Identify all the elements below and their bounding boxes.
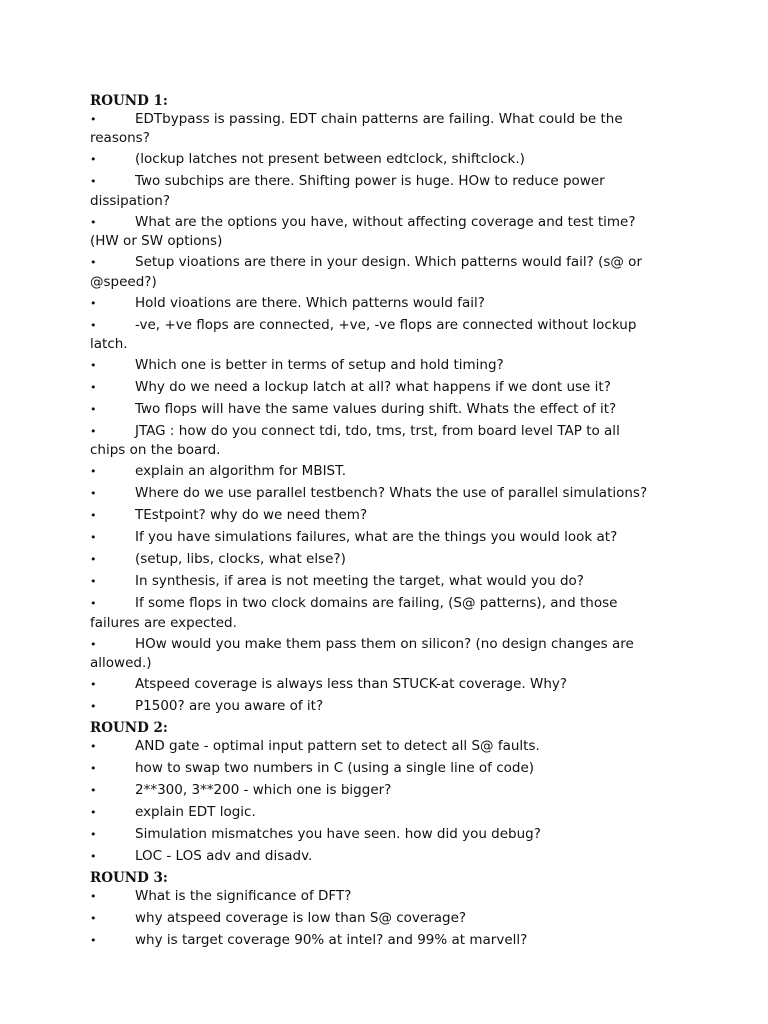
list-item-text: If you have simulations failures, what are the things you would look at?: [135, 529, 618, 546]
list-item: [90, 737, 650, 756]
list-item-text: Two flops will have the same values during shift. Whats the effect of it?: [135, 401, 617, 418]
list-item-text: explain an algorithm for MBIST.: [135, 463, 347, 480]
bullet-icon: •: [90, 912, 97, 926]
bullet-icon: •: [90, 934, 97, 948]
bullet-icon: •: [90, 381, 97, 395]
list-item: [90, 462, 650, 481]
list-item-text: why is target coverage 90% at intel? and 99% at marvell?: [135, 932, 528, 949]
list-item-text: Why do we need a lockup latch at all? what happens if we dont use it?: [135, 379, 611, 396]
bullet-icon: •: [90, 465, 97, 479]
list-item: [90, 675, 650, 694]
list-item-text: Which one is better in terms of setup and hold timing?: [135, 357, 504, 374]
list-item: [90, 759, 650, 778]
bullet-icon: •: [90, 806, 97, 820]
list-item: [90, 484, 650, 503]
list-item: [90, 781, 650, 800]
list-item: [90, 356, 650, 375]
section-heading: ROUND 2:: [90, 720, 168, 737]
bullet-icon: •: [90, 403, 97, 417]
bullet-icon: •: [90, 678, 97, 692]
list-item: [90, 422, 650, 460]
list-item: [90, 931, 650, 950]
list-item: [90, 150, 650, 169]
list-item: [90, 697, 650, 716]
list-item-text: how to swap two numbers in C (using a single line of code): [135, 760, 535, 777]
bullet-icon: •: [90, 153, 97, 167]
bullet-icon: •: [90, 890, 97, 904]
list-item-text: In synthesis, if area is not meeting the target, what would you do?: [135, 573, 584, 590]
bullet-icon: •: [90, 575, 97, 589]
section-heading: ROUND 3:: [90, 870, 168, 887]
list-item-text: Where do we use parallel testbench? Whats the use of parallel simulations?: [135, 485, 648, 502]
list-item-text: HOw would you make them pass them on silicon? (no design changes are allowed.): [90, 635, 634, 672]
bullet-icon: •: [90, 850, 97, 864]
list-item: [90, 550, 650, 569]
list-item-text: -ve, +ve flops are connected, +ve, -ve flops are connected without lockup latch.: [90, 316, 637, 353]
bullet-icon: •: [90, 318, 97, 332]
list-item: [90, 378, 650, 397]
list-item: [90, 803, 650, 822]
bullet-icon: •: [90, 784, 97, 798]
list-item: [90, 887, 650, 906]
bullet-icon: •: [90, 700, 97, 714]
list-item: [90, 847, 650, 866]
bullet-icon: •: [90, 296, 97, 310]
section-round-3: [90, 869, 650, 950]
bullet-icon: •: [90, 553, 97, 567]
bullet-icon: •: [90, 828, 97, 842]
list-item-text: Simulation mismatches you have seen. how did you debug?: [135, 826, 541, 843]
list-item-text: Hold vioations are there. Which patterns would fail?: [135, 294, 485, 311]
list-item-text: Atspeed coverage is always less than STUCK-at coverage. Why?: [135, 676, 568, 693]
section-heading: ROUND 1:: [90, 93, 168, 109]
list-item: [90, 253, 650, 291]
list-item: [90, 506, 650, 525]
list-item: [90, 909, 650, 928]
list-item-text: EDTbypass is passing. EDT chain patterns are failing. What could be the reasons?: [90, 111, 623, 147]
list-item-text: explain EDT logic.: [135, 804, 256, 821]
bullet-icon: •: [90, 740, 97, 754]
list-item: [90, 172, 650, 210]
list-item-text: (setup, libs, clocks, what else?): [135, 551, 346, 568]
bullet-icon: •: [90, 425, 97, 439]
bullet-icon: •: [90, 531, 97, 545]
list-item: [90, 213, 650, 251]
document-body: [90, 92, 650, 953]
list-item: [90, 528, 650, 547]
bullet-icon: •: [90, 762, 97, 776]
bullet-icon: •: [90, 215, 97, 229]
bullet-icon: •: [90, 113, 97, 126]
list-item-text: JTAG : how do you connect tdi, tdo, tms, trst, from board level TAP to all chips on the board.: [90, 423, 620, 459]
list-item: [90, 825, 650, 844]
list-item-text: P1500? are you aware of it?: [135, 698, 324, 715]
bullet-icon: •: [90, 256, 97, 270]
bullet-icon: •: [90, 359, 97, 373]
list-item-text: AND gate - optimal input pattern set to detect all S@ faults.: [135, 738, 540, 755]
list-item: [90, 572, 650, 591]
section-round-2: [90, 719, 650, 866]
list-item-text: TEstpoint? why do we need them?: [135, 507, 368, 524]
list-item: [90, 316, 650, 354]
bullet-icon: •: [90, 175, 97, 189]
list-item: [90, 400, 650, 419]
list-item: [90, 110, 650, 148]
bullet-icon: •: [90, 509, 97, 523]
bullet-icon: •: [90, 597, 97, 611]
list-item: [90, 594, 650, 632]
list-item-text: What is the significance of DFT?: [135, 888, 352, 905]
section-round-1: [90, 92, 650, 717]
list-item-text: why atspeed coverage is low than S@ coverage?: [135, 910, 467, 927]
list-item-text: (lockup latches not present between edtclock, shiftclock.): [135, 151, 525, 168]
list-item-text: Setup vioations are there in your design. Which patterns would fail? (s@ or @speed?): [90, 254, 642, 290]
list-item-text: LOC - LOS adv and disadv.: [135, 848, 313, 865]
list-item: [90, 294, 650, 313]
list-item: [90, 635, 650, 673]
bullet-icon: •: [90, 487, 97, 501]
list-item-text: Two subchips are there. Shifting power is huge. HOw to reduce power dissipation?: [90, 173, 605, 209]
list-item-text: What are the options you have, without affecting coverage and test time? (HW or SW options): [90, 213, 636, 250]
list-item-text: If some flops in two clock domains are failing, (S@ patterns), and those failures are expected.: [90, 595, 618, 631]
list-item-text: 2**300, 3**200 - which one is bigger?: [135, 782, 392, 799]
bullet-icon: •: [90, 637, 97, 651]
